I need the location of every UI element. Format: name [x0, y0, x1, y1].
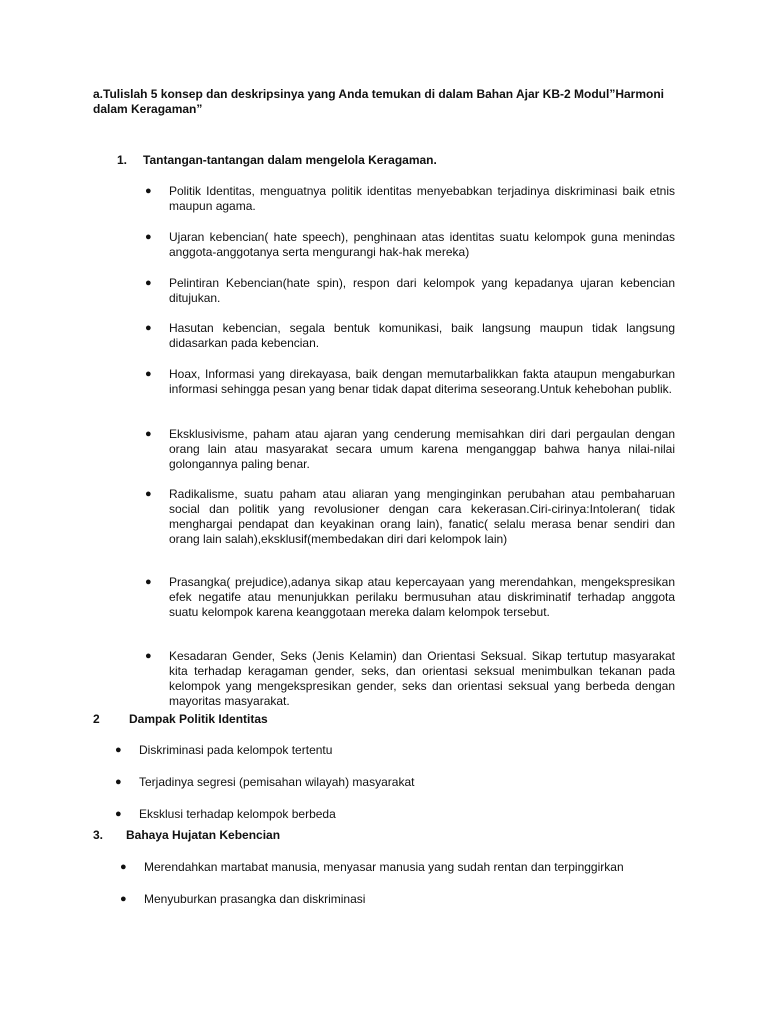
- list-item-text: Eksklusivisme, paham atau ajaran yang cenderung memisahkan diri dari pergaulan dengan orang lain atau masyarakat secara umum karena menganggap bahwa hanya nilai-nilai golongannya paling benar.: [169, 427, 675, 471]
- section-1-title: Tantangan-tantangan dalam mengelola Keragaman.: [143, 153, 437, 167]
- bullet-icon: ●: [145, 488, 152, 500]
- section-3-number: 3.: [93, 828, 104, 842]
- list-item-text: Radikalisme, suatu paham atau aliaran yang menginginkan perubahan atau pembaharuan social dan politik yang revolusioner dengan cara kekerasan.Ciri-cirinya:Intoleran( tidak menghargai pendapat dan keyakinan orang lain), fanatic( selalu merasa benar sendiri dan orang lain salah),eksklusif(membedakan diri dari kelompok lain): [169, 487, 675, 546]
- bullet-icon: ●: [115, 776, 122, 788]
- section-2-number: 2: [93, 712, 100, 726]
- intro-instruction: a.Tulislah 5 konsep dan deskripsinya yang Anda temukan di dalam Bahan Ajar KB-2 Modul”Harmoni dalam Keragaman”: [93, 87, 665, 116]
- list-item-text: Prasangka( prejudice),adanya sikap atau kepercayaan yang merendahkan, mengekspresikan efek negatife atau menunjukkan perilaku bermusuhan atau diskriminatif terhadap anggota suatu kelompok karena keanggotaan mereka dalam kelompok tersebut.: [169, 575, 675, 619]
- bullet-icon: ●: [145, 576, 152, 588]
- bullet-icon: ●: [145, 185, 152, 197]
- section-1-heading: [117, 153, 437, 168]
- section-3-heading: [93, 828, 280, 843]
- list-item-text: Hoax, Informasi yang direkayasa, baik dengan memutarbalikkan fakta ataupun mengaburkan informasi sehingga pesan yang benar tidak dapat diterima seseorang.Untuk kehebohan publik.: [169, 367, 675, 396]
- list-item-text: Eksklusi terhadap kelompok berbeda: [139, 807, 336, 821]
- bullet-icon: ●: [115, 808, 122, 820]
- bullet-icon: ●: [145, 277, 152, 289]
- list-item-text: Ujaran kebencian( hate speech), penghinaan atas identitas suatu kelompok guna menindas anggota-anggotanya serta mengurangi hak-hak mereka): [169, 230, 675, 259]
- bullet-icon: ●: [115, 744, 122, 756]
- list-item-text: Merendahkan martabat manusia, menyasar manusia yang sudah rentan dan terpinggirkan: [144, 860, 624, 874]
- bullet-icon: ●: [145, 650, 152, 662]
- list-item-text: Hasutan kebencian, segala bentuk komunikasi, baik langsung maupun tidak langsung didasarkan pada kebencian.: [169, 321, 675, 350]
- bullet-icon: ●: [145, 428, 152, 440]
- section-2-title: Dampak Politik Identitas: [129, 712, 268, 726]
- section-2-heading: [93, 712, 268, 727]
- bullet-icon: ●: [145, 322, 152, 334]
- bullet-icon: ●: [145, 368, 152, 380]
- list-item-text: Terjadinya segresi (pemisahan wilayah) masyarakat: [139, 775, 415, 789]
- section-1-number: 1.: [117, 153, 128, 167]
- list-item-text: Kesadaran Gender, Seks (Jenis Kelamin) dan Orientasi Seksual. Sikap tertutup masyarakat kita terhadap keragaman gender, seks, dan orientasi seksual menimbulkan tekanan pada kelompok yang mengekspresikan gender, seks dan orientasi seksual yang berbeda dengan mayoritas masyarakat.: [169, 649, 675, 708]
- bullet-icon: ●: [120, 893, 127, 905]
- list-item-text: Diskriminasi pada kelompok tertentu: [139, 743, 333, 757]
- list-item-text: Pelintiran Kebencian(hate spin), respon dari kelompok yang kepadanya ujaran kebencian ditujukan.: [169, 276, 675, 305]
- list-item-text: Menyuburkan prasangka dan diskriminasi: [144, 892, 366, 906]
- bullet-icon: ●: [145, 231, 152, 243]
- bullet-icon: ●: [120, 861, 127, 873]
- section-3-title: Bahaya Hujatan Kebencian: [126, 828, 281, 842]
- list-item-text: Politik Identitas, menguatnya politik identitas menyebabkan terjadinya diskriminasi baik etnis maupun agama.: [169, 184, 675, 213]
